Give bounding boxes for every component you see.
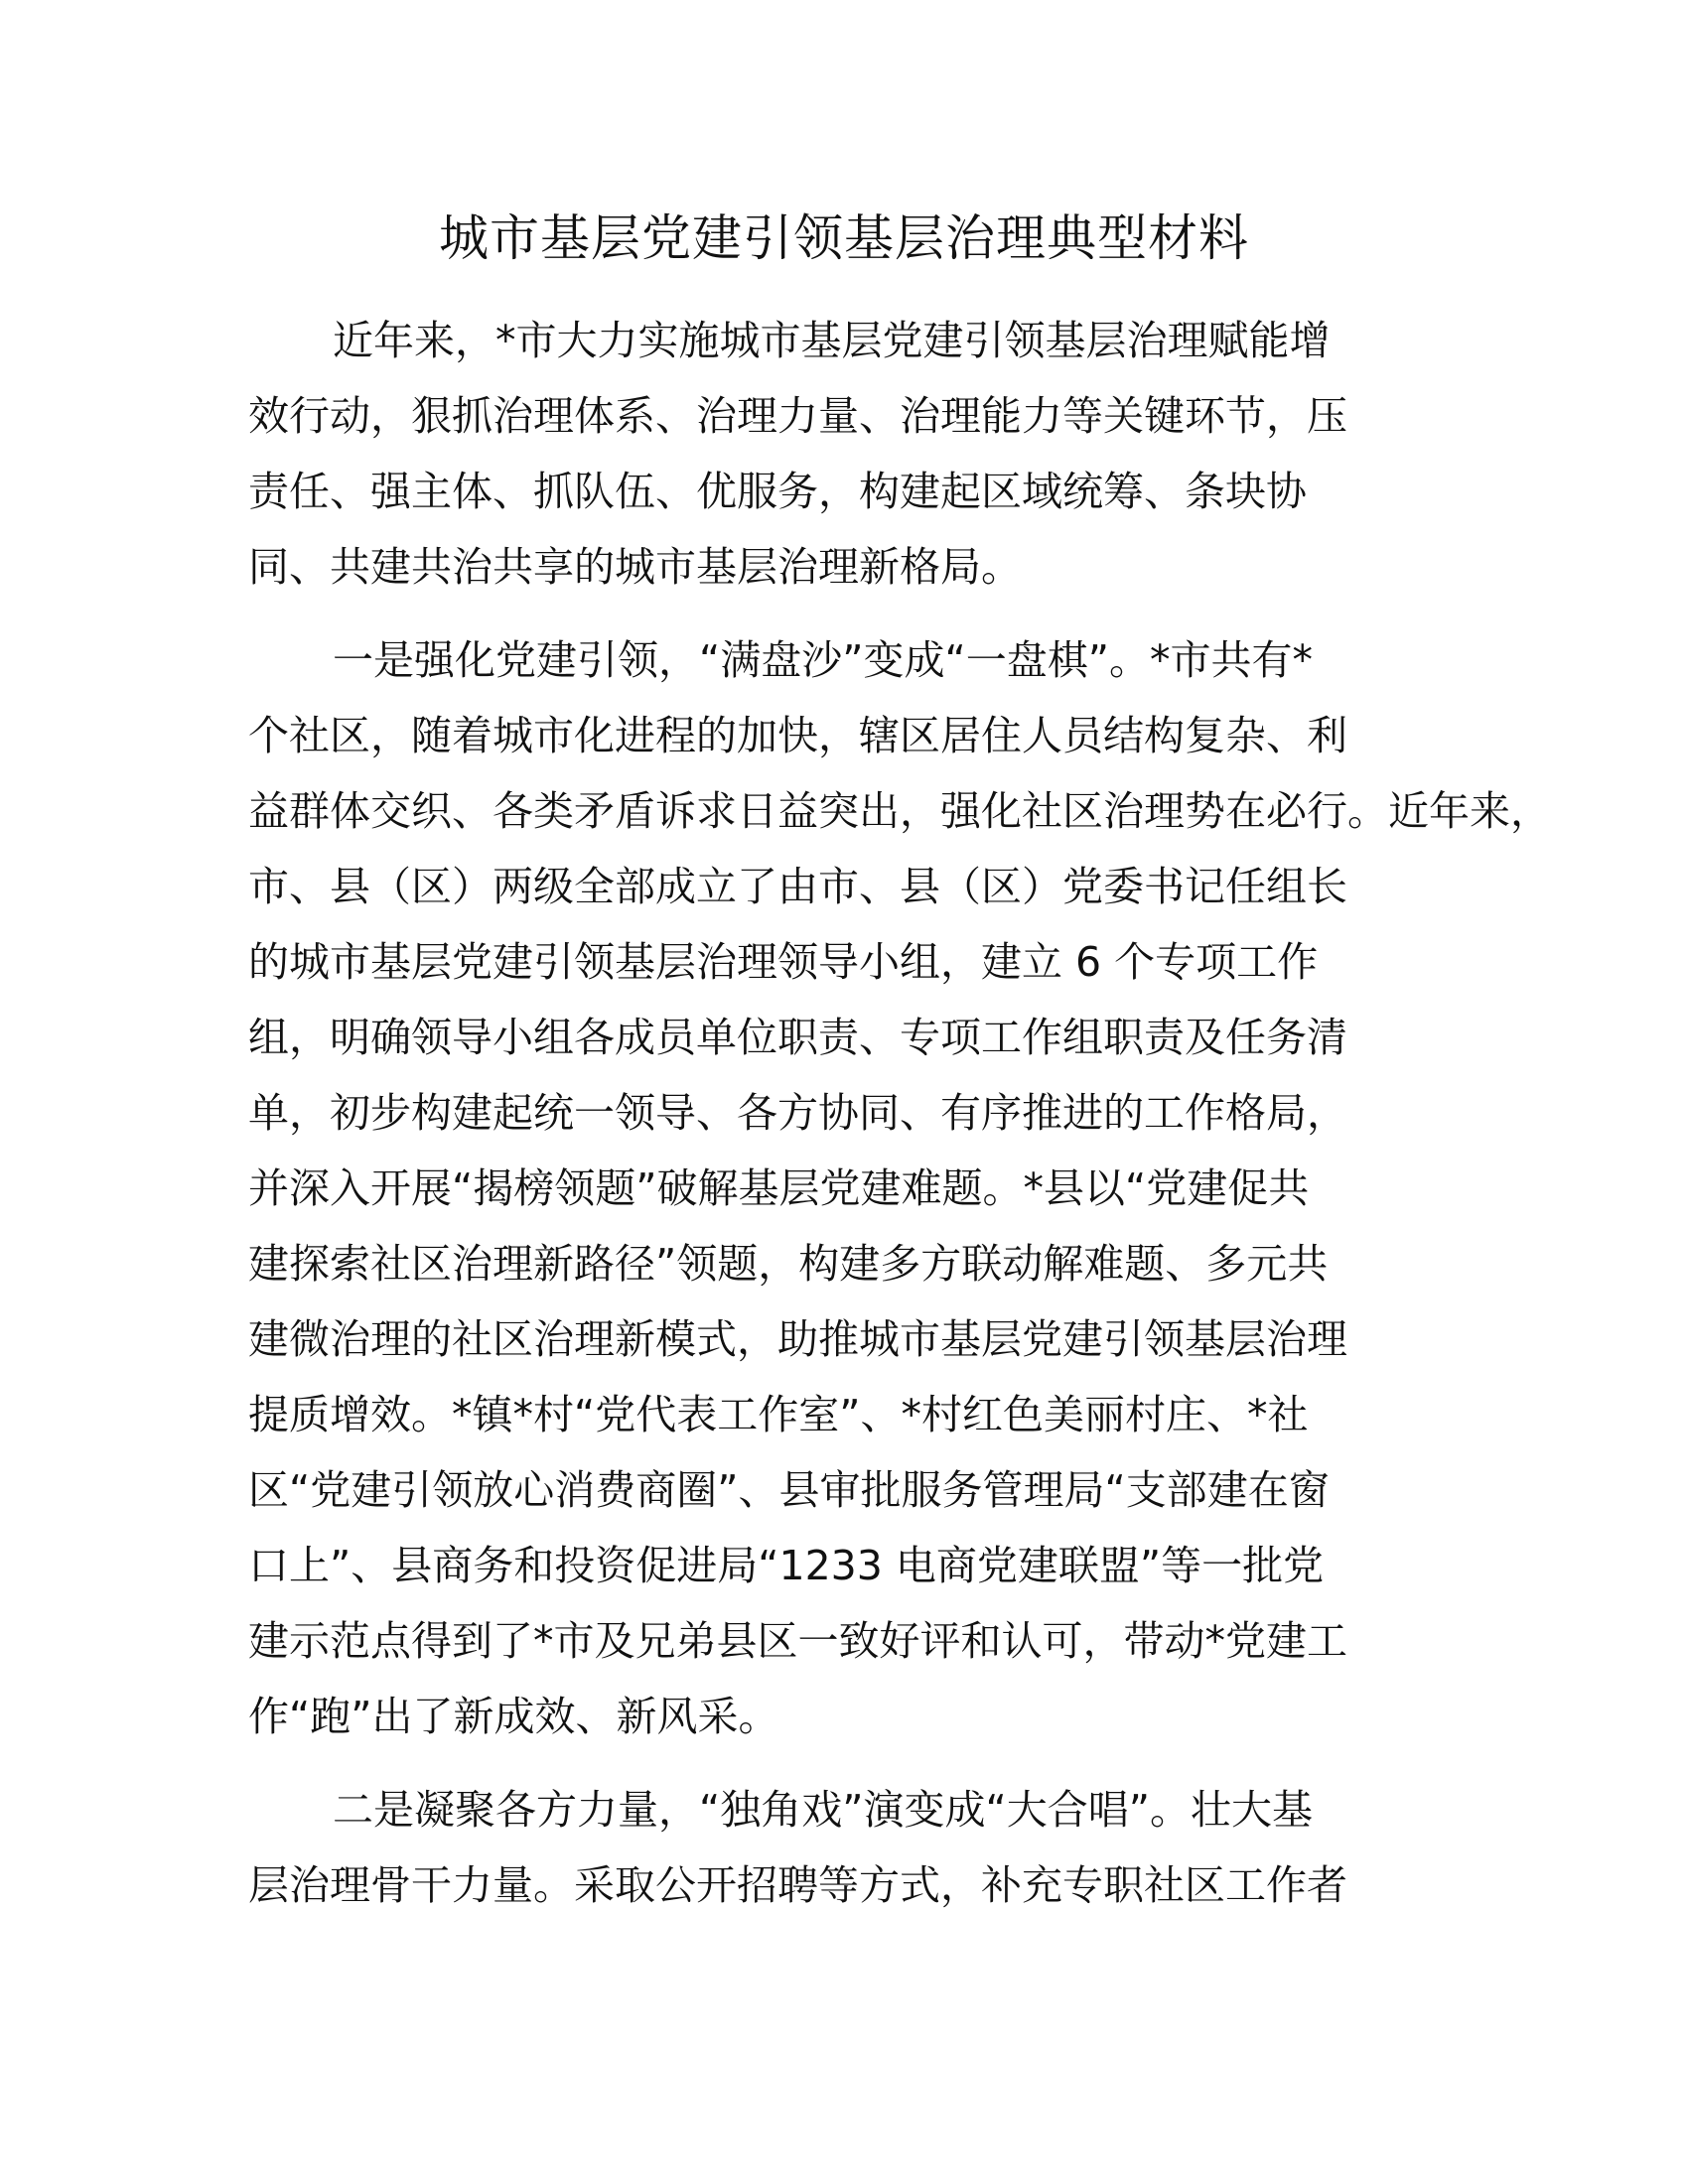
paragraph-2-line-14: 建示范点得到了*市及兄弟县区一致好评和认可，带动*党建工 (248, 1617, 1347, 1665)
paragraph-2-line-10: 建微治理的社区治理新模式，助推城市基层党建引领基层治理 (248, 1315, 1347, 1363)
paragraph-3-line-1: 二是凝聚各方力量，“独角戏”演变成“大合唱”。壮大基 (333, 1786, 1313, 1834)
paragraph-2-line-5: 的城市基层党建引领基层治理领导小组，建立 6 个专项工作 (248, 938, 1319, 986)
paragraph-2-line-3: 益群体交织、各类矛盾诉求日益突出，强化社区治理势在必行。近年来， (248, 787, 1551, 835)
paragraph-2-line-1: 一是强化党建引领，“满盘沙”变成“一盘棋”。*市共有* (333, 636, 1313, 684)
paragraph-2-line-12: 区“党建引领放心消费商圈”、县审批服务管理局“支部建在窗 (248, 1466, 1330, 1514)
paragraph-2-line-15: 作“跑”出了新成效、新风采。 (248, 1693, 779, 1740)
paragraph-2-line-8: 并深入开展“揭榜领题”破解基层党建难题。*县以“党建促共 (248, 1164, 1310, 1212)
paragraph-2-line-4: 市、县（区）两级全部成立了由市、县（区）党委书记任组长 (248, 863, 1347, 910)
paragraph-2-line-7: 单，初步构建起统一领导、各方协同、有序推进的工作格局， (248, 1089, 1347, 1137)
paragraph-1-line-3: 责任、强主体、抓队伍、优服务，构建起区域统筹、条块协 (248, 468, 1307, 515)
paragraph-1-line-4: 同、共建共治共享的城市基层治理新格局。 (248, 543, 1022, 591)
paragraph-2-line-2: 个社区，随着城市化进程的加快，辖区居住人员结构复杂、利 (248, 712, 1347, 759)
document-title: 城市基层党建引领基层治理典型材料 (439, 209, 1249, 267)
paragraph-2-line-13: 口上”、县商务和投资促进局“1233 电商党建联盟”等一批党 (248, 1542, 1325, 1589)
paragraph-1-line-1: 近年来，*市大力实施城市基层党建引领基层治理赋能增 (333, 317, 1331, 364)
paragraph-3-line-2: 层治理骨干力量。采取公开招聘等方式，补充专职社区工作者 (248, 1861, 1347, 1909)
paragraph-1-line-2: 效行动，狠抓治理体系、治理力量、治理能力等关键环节，压 (248, 392, 1347, 440)
paragraph-2-line-9: 建探索社区治理新路径”领题，构建多方联动解难题、多元共 (248, 1240, 1329, 1288)
paragraph-2-line-6: 组，明确领导小组各成员单位职责、专项工作组职责及任务清 (248, 1014, 1347, 1061)
paragraph-2-line-11: 提质增效。*镇*村“党代表工作室”、*村红色美丽村庄、*社 (248, 1391, 1309, 1438)
